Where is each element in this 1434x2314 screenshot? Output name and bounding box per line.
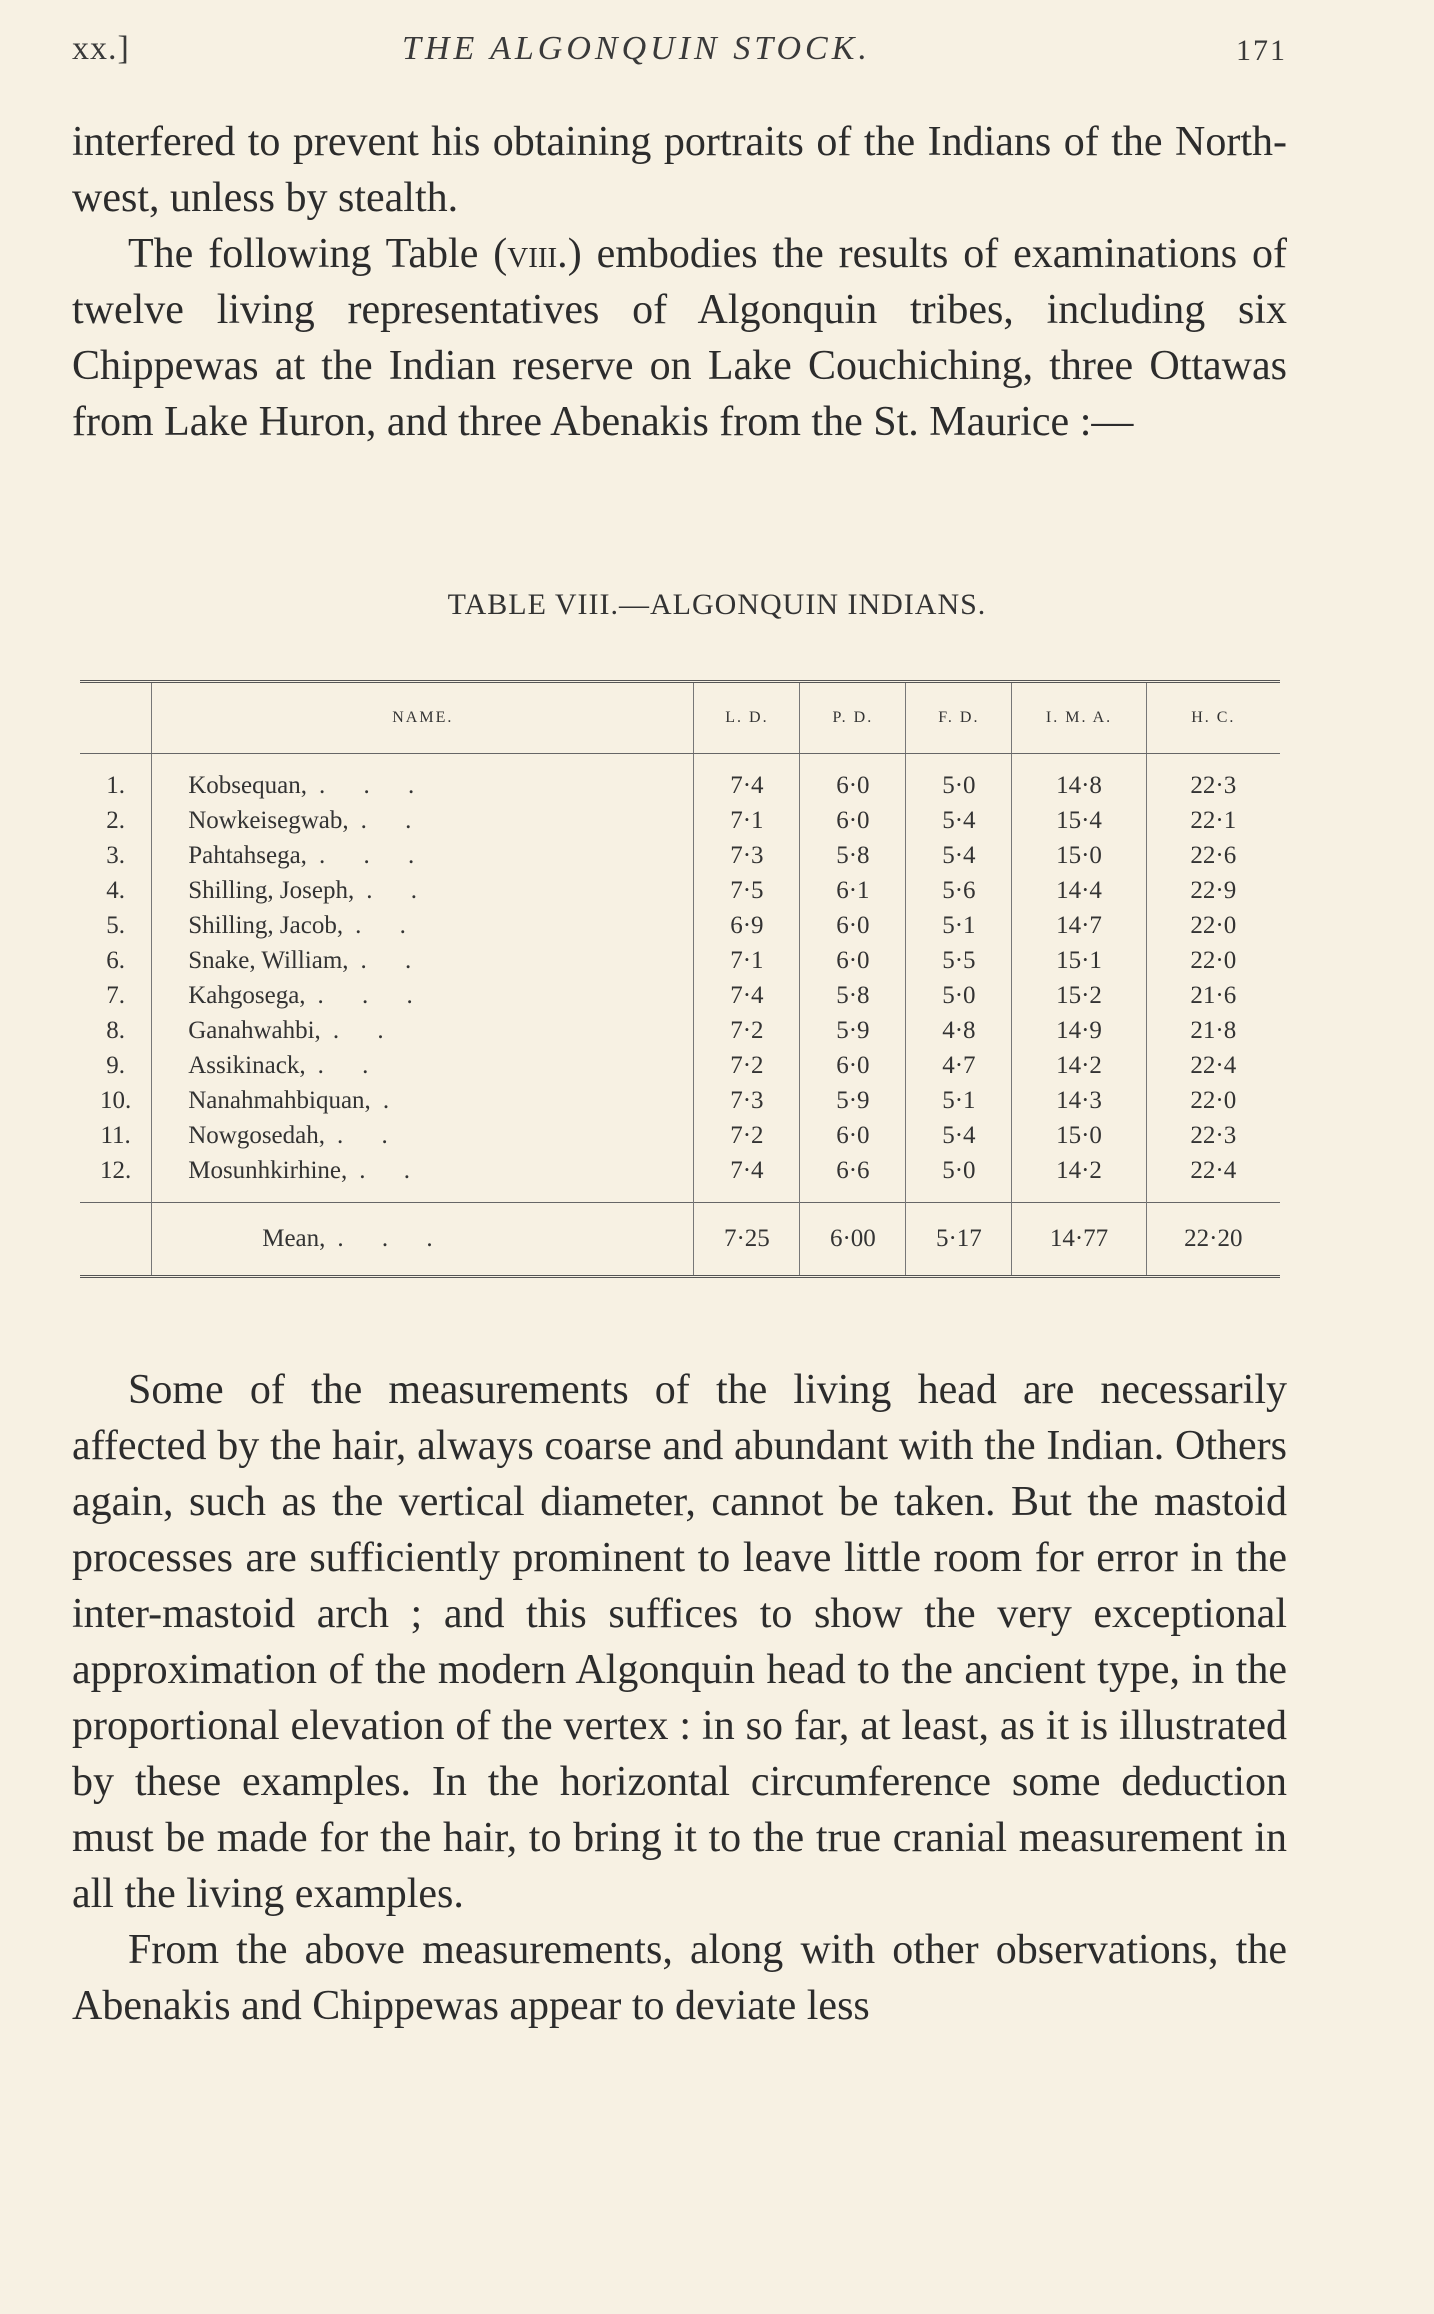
row-ima: 14·9 <box>1012 1013 1146 1048</box>
row-ld: 7·1 <box>694 803 800 838</box>
row-fd: 5·0 <box>906 1153 1012 1203</box>
row-hc: 22·3 <box>1146 1118 1280 1153</box>
mean-label-cell <box>152 1203 694 1277</box>
leader-dots: . . . <box>317 981 429 1009</box>
intro-text-after: ) embodies the results of examinations of twelve living representatives of Algonquin tribes, including six Chippewas at the Indian reserve on Lake Couchiching, three Ottawas from Lake Huron, and three Abenakis from the St. Maurice :— <box>72 231 1287 445</box>
row-hc: 22·6 <box>1146 838 1280 873</box>
row-name <box>152 873 694 908</box>
leader-dots: . . <box>355 911 422 939</box>
row-ld: 7·3 <box>694 1083 800 1118</box>
row-fd: 5·1 <box>906 1083 1012 1118</box>
row-pd: 6·6 <box>800 1153 906 1203</box>
row-fd: 5·5 <box>906 943 1012 978</box>
row-fd: 5·6 <box>906 873 1012 908</box>
row-pd: 6·1 <box>800 873 906 908</box>
row-fd: 5·0 <box>906 978 1012 1013</box>
row-hc: 22·0 <box>1146 943 1280 978</box>
row-name-text: Nowkeisegwab, <box>188 806 349 834</box>
page-number: 171 <box>1236 34 1287 67</box>
row-number: 9. <box>80 1048 152 1083</box>
row-name <box>152 1013 694 1048</box>
table-reference: viii. <box>507 231 568 277</box>
row-name <box>152 943 694 978</box>
row-hc: 22·0 <box>1146 908 1280 943</box>
row-name-text: Nanahmahbiquan, <box>188 1086 371 1114</box>
row-number: 4. <box>80 873 152 908</box>
row-name <box>152 1153 694 1203</box>
mean-pd: 6·00 <box>800 1203 906 1277</box>
row-number: 6. <box>80 943 152 978</box>
intro-text-before: The following Table ( <box>128 231 508 277</box>
table-header-row <box>80 682 1280 754</box>
row-hc: 22·4 <box>1146 1153 1280 1203</box>
table-row <box>80 943 1280 978</box>
header-hc: H. C. <box>1146 682 1280 754</box>
row-name <box>152 978 694 1013</box>
row-name <box>152 1118 694 1153</box>
row-ld: 7·1 <box>694 943 800 978</box>
row-ld: 6·9 <box>694 908 800 943</box>
leader-dots: . . <box>366 876 433 904</box>
mean-hc: 22·20 <box>1146 1203 1280 1277</box>
header-fd: F. D. <box>906 682 1012 754</box>
row-pd: 6·0 <box>800 1048 906 1083</box>
table-row <box>80 1013 1280 1048</box>
row-fd: 4·7 <box>906 1048 1012 1083</box>
row-name-text: Nowgosedah, <box>188 1121 325 1149</box>
row-ld: 7·4 <box>694 978 800 1013</box>
mean-label: Mean, <box>262 1225 326 1252</box>
row-fd: 5·0 <box>906 754 1012 804</box>
row-pd: 6·0 <box>800 908 906 943</box>
row-ld: 7·2 <box>694 1048 800 1083</box>
row-number: 7. <box>80 978 152 1013</box>
mean-ima: 14·77 <box>1012 1203 1146 1277</box>
leader-dots: . . <box>332 1016 400 1044</box>
intro-text <box>72 114 1287 450</box>
row-name-text: Ganahwahbi, <box>188 1016 321 1044</box>
measurements-table <box>80 680 1280 1278</box>
paragraph: From the above measurements, along with other observations, the Abenakis and Chippewas appear to deviate less <box>72 1927 1287 2029</box>
header-ima: I. M. A. <box>1012 682 1146 754</box>
row-pd: 6·0 <box>800 754 906 804</box>
row-fd: 5·4 <box>906 1118 1012 1153</box>
leader-dots: . . . <box>318 841 431 869</box>
row-name-text: Assikinack, <box>188 1051 306 1079</box>
row-number: 2. <box>80 803 152 838</box>
row-ima: 14·4 <box>1012 873 1146 908</box>
leader-dots: . . <box>360 806 428 834</box>
table-row <box>80 754 1280 804</box>
leader-dots: . . <box>360 946 428 974</box>
row-ima: 15·4 <box>1012 803 1146 838</box>
row-pd: 5·8 <box>800 838 906 873</box>
chapter-number: xx.] <box>72 30 130 67</box>
row-fd: 5·1 <box>906 908 1012 943</box>
leader-dots: . . <box>337 1121 404 1149</box>
header-number <box>80 682 152 754</box>
row-ima: 14·8 <box>1012 754 1146 804</box>
leader-dots: . . . <box>318 771 431 799</box>
table-intro-paragraph <box>72 226 1287 450</box>
row-name-text: Shilling, Jacob, <box>188 911 344 939</box>
row-ld: 7·5 <box>694 873 800 908</box>
row-name <box>152 803 694 838</box>
table-row <box>80 1118 1280 1153</box>
row-ld: 7·3 <box>694 838 800 873</box>
row-name-text: Snake, William, <box>188 946 349 974</box>
row-ima: 15·2 <box>1012 978 1146 1013</box>
row-name <box>152 754 694 804</box>
paragraph: Some of the measurements of the living head are necessarily affected by the hair, always coarse and abundant with the Indian. Others again, such as the vertical diameter, cannot be taken. But the mastoid processes are sufficiently prominent to leave little room for error in the inter-mastoid arch ; and this suffices to show the very exceptional approximation of the modern Algonquin head to the ancient type, in the proportional elevation of the vertex : in so far, at least, as it is illustrated by these examples. In the horizontal circumference some deduction must be made for the hair, to bring it to the true cranial measurement in all the living examples. <box>72 1367 1287 1917</box>
row-number: 5. <box>80 908 152 943</box>
running-head <box>72 30 1287 80</box>
row-hc: 22·3 <box>1146 754 1280 804</box>
row-name <box>152 1083 694 1118</box>
row-hc: 22·9 <box>1146 873 1280 908</box>
row-name <box>152 838 694 873</box>
row-name-text: Shilling, Joseph, <box>188 876 355 904</box>
row-ima: 14·2 <box>1012 1153 1146 1203</box>
table-row <box>80 1083 1280 1118</box>
mean-row <box>80 1203 1280 1277</box>
row-name <box>152 1048 694 1083</box>
row-fd: 5·4 <box>906 838 1012 873</box>
row-ima: 15·1 <box>1012 943 1146 978</box>
row-name-text: Kahgosega, <box>188 981 306 1009</box>
table-row <box>80 873 1280 908</box>
row-number: 11. <box>80 1118 152 1153</box>
row-pd: 6·0 <box>800 803 906 838</box>
row-number: 8. <box>80 1013 152 1048</box>
row-hc: 22·1 <box>1146 803 1280 838</box>
header-pd: P. D. <box>800 682 906 754</box>
row-name-text: Mosunhkirhine, <box>188 1156 348 1184</box>
row-pd: 6·0 <box>800 1118 906 1153</box>
row-ima: 14·2 <box>1012 1048 1146 1083</box>
row-ld: 7·4 <box>694 754 800 804</box>
row-pd: 5·9 <box>800 1083 906 1118</box>
row-number: 1. <box>80 754 152 804</box>
header-name: NAME. <box>152 682 694 754</box>
row-ima: 14·3 <box>1012 1083 1146 1118</box>
row-pd: 5·8 <box>800 978 906 1013</box>
row-ima: 14·7 <box>1012 908 1146 943</box>
table-row <box>80 908 1280 943</box>
row-name-text: Kobsequan, <box>188 771 307 799</box>
leader-dots: . . <box>359 1156 426 1184</box>
row-hc: 22·4 <box>1146 1048 1280 1083</box>
row-pd: 5·9 <box>800 1013 906 1048</box>
row-number: 3. <box>80 838 152 873</box>
row-name-text: Pahtahsega, <box>188 841 307 869</box>
leader-dots: . <box>382 1086 406 1114</box>
row-fd: 4·8 <box>906 1013 1012 1048</box>
leader-dots: . . <box>317 1051 385 1079</box>
row-hc: 22·0 <box>1146 1083 1280 1118</box>
row-ima: 15·0 <box>1012 1118 1146 1153</box>
table-row <box>80 1153 1280 1203</box>
table-row <box>80 838 1280 873</box>
row-ld: 7·2 <box>694 1118 800 1153</box>
row-ima: 15·0 <box>1012 838 1146 873</box>
row-hc: 21·6 <box>1146 978 1280 1013</box>
row-number: 12. <box>80 1153 152 1203</box>
leader-dots: . . . <box>337 1225 449 1252</box>
continued-paragraph: interfered to prevent his obtaining portraits of the Indians of the North-west, unless by stealth. <box>72 119 1287 221</box>
table-row <box>80 803 1280 838</box>
mean-ld: 7·25 <box>694 1203 800 1277</box>
row-ld: 7·2 <box>694 1013 800 1048</box>
row-pd: 6·0 <box>800 943 906 978</box>
row-hc: 21·8 <box>1146 1013 1280 1048</box>
row-fd: 5·4 <box>906 803 1012 838</box>
row-name <box>152 908 694 943</box>
table-title: TABLE VIII.—ALGONQUIN INDIANS. <box>447 588 987 621</box>
row-ld: 7·4 <box>694 1153 800 1203</box>
table-row <box>80 1048 1280 1083</box>
mean-number <box>80 1203 152 1277</box>
mean-fd: 5·17 <box>906 1203 1012 1277</box>
running-title: THE ALGONQUIN STOCK. <box>402 30 871 67</box>
row-number: 10. <box>80 1083 152 1118</box>
table-row <box>80 978 1280 1013</box>
body-text <box>72 1362 1287 2034</box>
header-ld: L. D. <box>694 682 800 754</box>
